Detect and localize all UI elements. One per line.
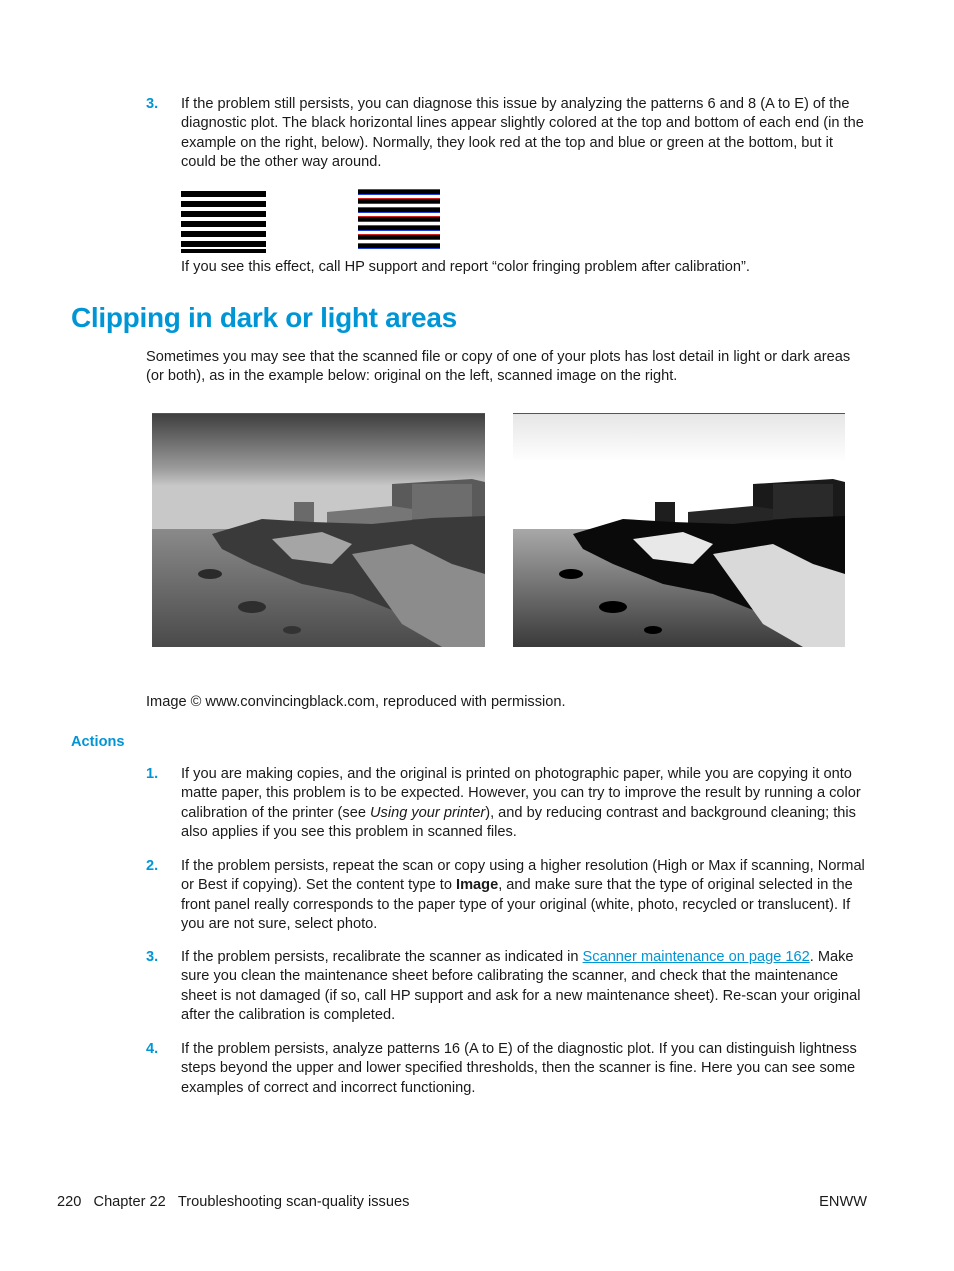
after-image-text: If you see this effect, call HP support and report “color fringing problem after calibration”. <box>181 259 750 275</box>
footer-left <box>57 1193 409 1212</box>
fringe-stripe <box>358 226 440 230</box>
fringe-stripe <box>358 234 440 235</box>
fringe-stripe <box>358 244 440 248</box>
fringe-stripe <box>358 243 440 244</box>
fringed-lines-svg <box>358 188 440 252</box>
list-number-intro: 3. <box>146 96 159 112</box>
action-number-2: 2. <box>146 858 159 874</box>
footer-page-number: 220 <box>57 1194 82 1210</box>
image-credit: Image © www.convincingblack.com, reproduced with permission. <box>146 694 566 710</box>
fringe-stripe <box>358 235 440 239</box>
action-2-text-before: If the problem persists, repeat the scan or copy using a higher resolution (High or Max if scanning, Normal or Best if copying). Set the content type to <box>181 858 865 894</box>
action-item-3 <box>181 948 871 1026</box>
fringe-stripe <box>358 190 440 194</box>
fringe-stripe <box>358 221 440 222</box>
action-number-4: 4. <box>146 1041 159 1057</box>
fringe-stripe <box>358 217 440 221</box>
action-item-2 <box>181 857 871 935</box>
actions-heading: Actions <box>71 734 125 750</box>
action-3-text-after: . Make sure you clean the maintenance sheet before calibrating the scanner, and check that the maintenance sheet is not damaged (if so, call HP support and ask for a new maintenance sheet). Re-scan your original after the calibration is completed. <box>181 949 861 1024</box>
action-1-emphasis: Using your printer <box>370 804 486 821</box>
fringe-stripe <box>358 248 440 249</box>
action-2-emphasis: Image <box>456 877 499 894</box>
fringe-stripe <box>358 225 440 226</box>
fringe-stripe <box>358 199 440 203</box>
footer-chapter-title: Troubleshooting scan-quality issues <box>177 1194 410 1210</box>
fringe-stripe <box>358 212 440 213</box>
action-item-4: If the problem persists, analyze patterns 16 (A to E) of the diagnostic plot. If you can distinguish lightness steps beyond the upper and lower specified thresholds, then the scanner is fine. Here you can see some examples of correct and incorrect functioning. <box>181 1041 857 1096</box>
fringe-stripe <box>358 189 440 190</box>
footer-locale: ENWW <box>819 1194 867 1210</box>
action-2-text-after: , and make sure that the type of original selected in the front panel really corresponds to the paper type of your original (white, photo, recycled or translucent). If you are not sure, select photo. <box>181 877 853 933</box>
pattern-fringed-image <box>358 188 440 252</box>
fringe-stripe <box>358 194 440 195</box>
footer-chapter: Chapter 22 <box>93 1194 166 1210</box>
fringe-stripe <box>358 239 440 240</box>
fringe-stripe <box>358 203 440 204</box>
pattern-normal-image <box>181 191 266 253</box>
action-number-3: 3. <box>146 949 159 965</box>
action-1-text-before: If you are making copies, and the original is printed on photographic paper, while you are copying it onto matte paper, this problem is to be expected. However, you can try to improve the result by running a color calibration of the printer (see <box>181 766 861 821</box>
original-photo <box>152 413 485 647</box>
intro-item-text: If the problem still persists, you can diagnose this issue by analyzing the patterns 6 and 8 (A to E) of the diagnostic plot. The black horizontal lines appear slightly colored at the top and bottom of each end (in the example on the right, below). Normally, they look red at the top and blue or green at the bottom, but it could be the other way around. <box>181 96 864 171</box>
action-3-text-before: If the problem persists, recalibrate the scanner as indicated in <box>181 949 583 965</box>
action-1-text-after: ), and by reducing contrast and background cleaning; this also applies if you see this problem in scanned files. <box>181 804 856 841</box>
fringe-stripe <box>358 230 440 231</box>
section-title: Clipping in dark or light areas <box>71 302 457 333</box>
section-intro: Sometimes you may see that the scanned file or copy of one of your plots has lost detail in light or dark areas (or both), as in the example below: original on the left, scanned image on the right. <box>146 349 851 385</box>
scanned-photo <box>513 413 845 647</box>
fringe-stripe <box>358 198 440 199</box>
action-number-1: 1. <box>146 766 159 782</box>
fringe-stripe <box>358 207 440 208</box>
action-item-1 <box>181 765 871 843</box>
fringe-stripe <box>358 216 440 217</box>
fringe-stripe <box>358 208 440 212</box>
scanner-maintenance-link[interactable]: Scanner maintenance on page 162 <box>582 949 810 965</box>
